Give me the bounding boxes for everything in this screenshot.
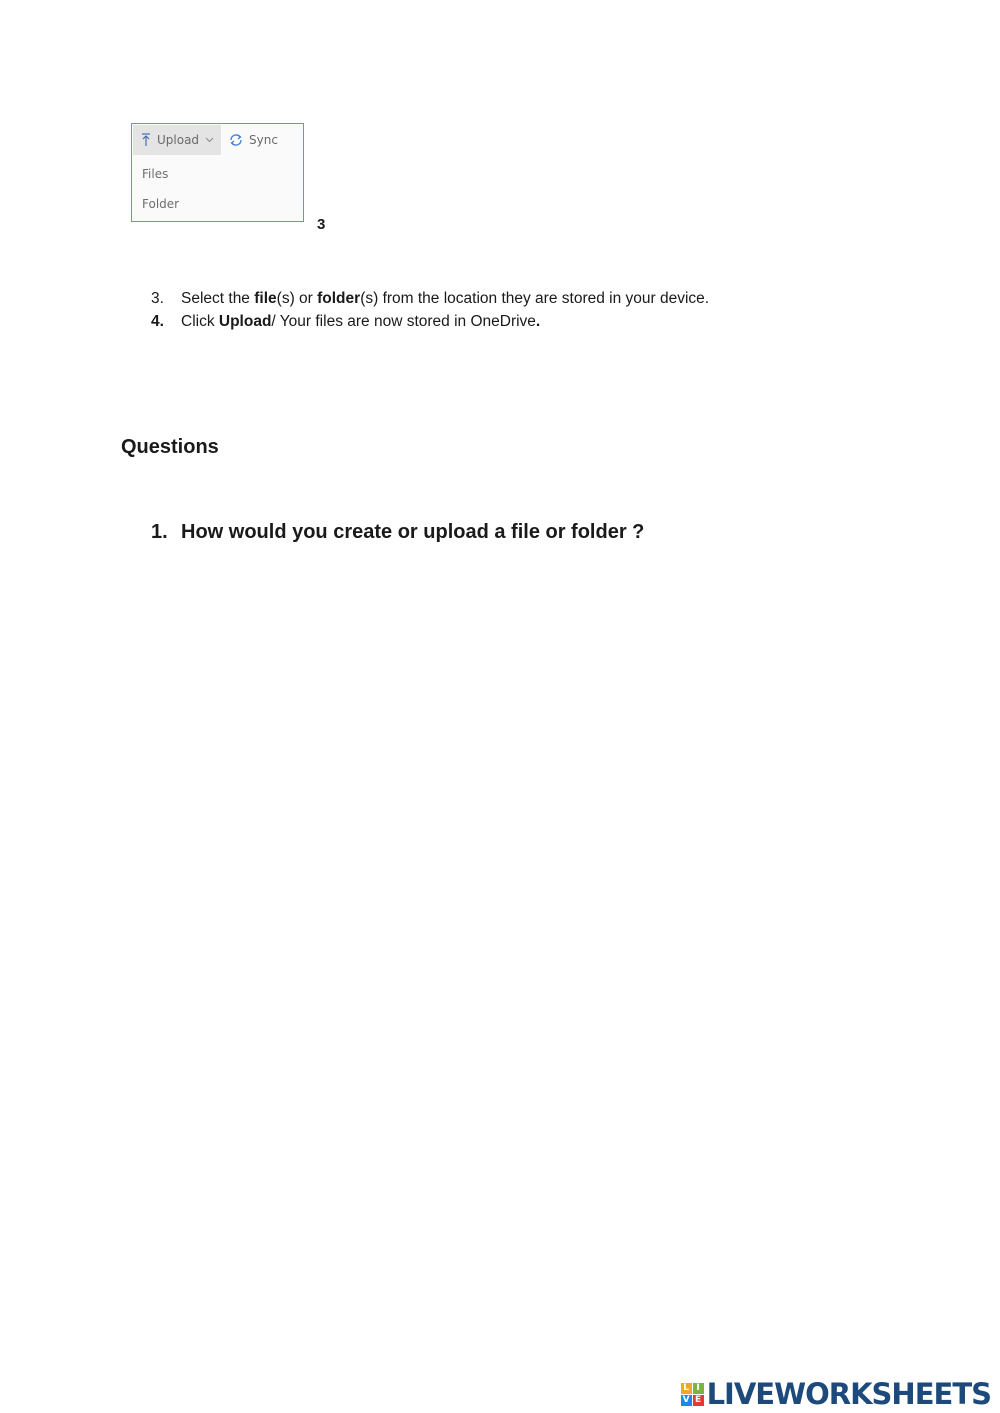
- toolbar: [132, 124, 303, 156]
- step-number: 3.: [151, 290, 164, 307]
- sync-button[interactable]: [221, 133, 278, 147]
- sync-icon: [228, 133, 244, 147]
- step-item: [151, 310, 709, 333]
- upload-arrow-icon: [141, 133, 151, 147]
- step-text: Select the file(s) or folder(s) from the location they are stored in your device.: [181, 290, 710, 307]
- upload-menu-screenshot: [131, 123, 304, 222]
- liveworksheets-logo: [681, 1377, 991, 1411]
- menu-item-files[interactable]: Files: [142, 167, 169, 181]
- questions-heading: Questions: [121, 436, 219, 458]
- logo-text: LIVEWORKSHEETS: [706, 1377, 991, 1411]
- upload-label: Upload: [157, 133, 200, 147]
- step-item: [151, 287, 709, 310]
- step-number: 4.: [151, 313, 164, 330]
- question-text: How would you create or upload a file or folder ?: [181, 521, 645, 543]
- step-list: [151, 287, 709, 333]
- chevron-down-icon: [205, 137, 214, 143]
- sync-label: Sync: [249, 133, 278, 147]
- menu-item-folder[interactable]: Folder: [142, 197, 180, 211]
- question-item: [151, 521, 644, 544]
- question-number: 1.: [151, 521, 168, 543]
- upload-button[interactable]: [133, 125, 221, 155]
- logo-grid-icon: L I V E: [681, 1383, 704, 1406]
- screenshot-caption: 3: [317, 216, 326, 233]
- step-text: Click Upload/ Your files are now stored in OneDrive.: [181, 313, 541, 330]
